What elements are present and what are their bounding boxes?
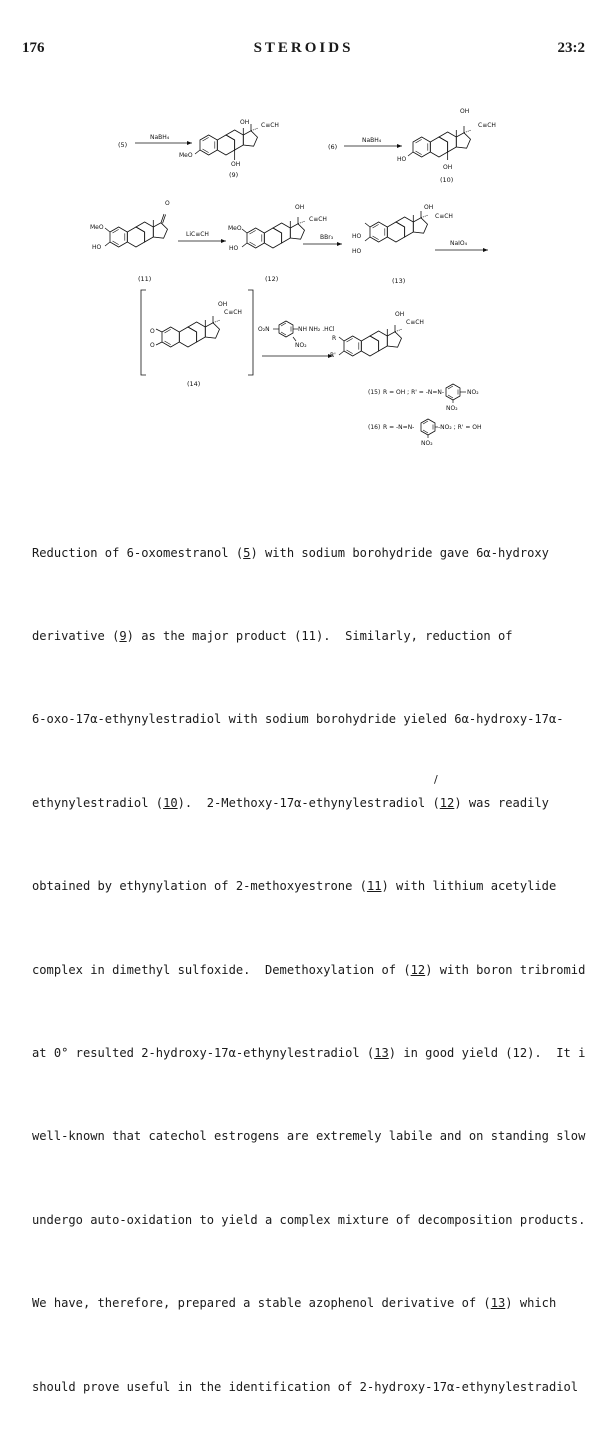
c14-o-2: O: [150, 328, 155, 335]
c9-oh-6: OH: [231, 161, 241, 168]
body-line: complex in dimethyl sulfoxide. Demethoxylation of (12) with boron tribromid: [32, 962, 586, 977]
c11-ketone-o: O: [165, 200, 170, 207]
legend-16-no2-ortho: NO₂: [421, 440, 433, 447]
c12-oh-17: OH: [295, 204, 305, 211]
reagent-bbr3: BBr₃: [320, 234, 334, 241]
compound-label-10: (10): [440, 176, 454, 184]
c13-ethynyl: C≡CH: [435, 213, 453, 220]
compound-ref: 12: [439, 795, 455, 810]
legend-15-phenyl: [446, 384, 460, 400]
body-line: ethynylestradiol (10). 2-Methoxy-17α-ethynylestradiol (12) was readily: [32, 795, 549, 810]
legend-16-phenyl: [421, 419, 435, 435]
c11-ho: HO: [92, 244, 102, 251]
reaction-scheme: [0, 85, 605, 465]
body-line: at 0° resulted 2-hydroxy-17α-ethynylestradiol (13) in good yield (12). It i: [32, 1045, 586, 1060]
compound-ref: 10: [163, 795, 178, 810]
body-paragraph: [32, 484, 602, 1429]
compound-ref: 13: [490, 1296, 506, 1311]
legend-def-16b: -NO₂ ; R' = OH: [438, 424, 482, 431]
c14-oh-17: OH: [218, 301, 228, 308]
structure-compound-15-16: [339, 325, 402, 356]
reagent-nabh4-a: NaBH₄: [150, 134, 170, 141]
body-line: 6-oxo-17α-ethynylestradiol with sodium borohydride yieled 6α-hydroxy-17α-: [32, 712, 564, 727]
arrow-11-12-head: [221, 239, 226, 243]
c13-oh-17: OH: [424, 204, 434, 211]
body-line: We have, therefore, prepared a stable azophenol derivative of (13) which: [32, 1296, 557, 1311]
issue-number: 23:2: [557, 40, 585, 56]
arrow-6-10-head: [397, 144, 402, 148]
c14-o-3: O: [150, 342, 155, 349]
c15-oh-17: OH: [395, 311, 405, 318]
arrow-12-13-head: [337, 242, 342, 246]
c12-meo: MeO: [228, 225, 242, 232]
reagent-naio4: NaIO₄: [450, 240, 468, 247]
compound-label-13: (13): [392, 277, 406, 285]
arrow-5-9-head: [187, 141, 192, 145]
page-number: 176: [22, 40, 45, 56]
c10-ho: HO: [397, 156, 407, 163]
c12-ethynyl: C≡CH: [309, 216, 327, 223]
legend-15-no2-ortho: NO₂: [446, 405, 458, 412]
c15-r-prime: R': [330, 352, 336, 359]
c15-r: R: [332, 335, 337, 342]
page-header: [22, 40, 585, 62]
c10-ethynyl: C≡CH: [478, 122, 496, 129]
c15-ethynyl: C≡CH: [406, 319, 424, 326]
handwritten-mark: /: [434, 773, 438, 786]
c9-ethynyl: C≡CH: [261, 122, 279, 129]
compound-ref: 11: [366, 879, 382, 894]
compound-label-9: (9): [229, 171, 239, 179]
structure-compound-14: [156, 316, 220, 347]
arrow-13-14-head: [483, 248, 488, 252]
c13-ho-3: HO: [352, 248, 362, 255]
reagent-nabh4-b: NaBH₄: [362, 137, 382, 144]
body-line: well-known that catechol estrogens are extremely labile and on standing slow: [32, 1129, 586, 1144]
compound-label-12: (12): [265, 275, 279, 283]
body-line: undergo auto-oxidation to yield a complex mixture of decomposition products.: [32, 1212, 586, 1227]
body-line: obtained by ethynylation of 2-methoxyestrone (11) with lithium acetylide: [32, 879, 557, 894]
bracket-right: [248, 290, 253, 375]
c9-oh-17: OH: [240, 119, 250, 126]
hydrazine-o2n: O₂N: [258, 326, 270, 333]
c10-oh-6: OH: [443, 164, 453, 171]
compound-label-5: (5): [118, 141, 128, 149]
body-line: Reduction of 6-oxomestranol (5) with sodium borohydride gave 6α-hydroxy: [32, 545, 549, 560]
structure-compound-9: [195, 124, 258, 160]
structure-compound-11: [105, 214, 168, 247]
compound-label-14: (14): [187, 380, 201, 388]
hydrazine-phenyl: [279, 321, 293, 337]
compound-ref: 13: [374, 1045, 389, 1060]
c10-oh-17: OH: [460, 108, 470, 115]
journal-title: STEROIDS: [253, 40, 354, 56]
c11-meo: MeO: [90, 224, 104, 231]
compound-label-6: (6): [328, 143, 338, 151]
legend-label-16: (16): [368, 424, 381, 431]
legend-def-16a: R = -N=N-: [383, 424, 415, 431]
reagent-licch: LiC≡CH: [186, 231, 209, 238]
compound-ref: 12: [410, 962, 426, 977]
legend-def-15: R = OH ; R' = -N=N-: [383, 389, 445, 396]
c12-ho: HO: [229, 245, 239, 252]
c13-ho-2: HO: [352, 233, 362, 240]
compound-label-11: (11): [138, 275, 152, 283]
legend-15-no2-para: NO₂: [467, 389, 479, 396]
hydrazine-reagent: NH NH₂ .HCl: [298, 326, 335, 333]
bracket-left: [141, 290, 146, 375]
body-line: derivative (9) as the major product (11). Similarly, reduction of: [32, 628, 513, 643]
hydrazine-no2: NO₂: [295, 342, 307, 349]
structure-compound-12: [242, 217, 305, 248]
body-line: should prove useful in the identification of 2-hydroxy-17α-ethynylestradiol: [32, 1379, 579, 1394]
structure-compound-10: [408, 126, 471, 160]
c14-ethynyl: C≡CH: [224, 309, 242, 316]
c9-meo: MeO: [179, 152, 193, 159]
compound-ref: 9: [119, 628, 127, 643]
compound-ref: 5: [243, 545, 251, 560]
legend-label-15: (15): [368, 389, 381, 396]
structure-compound-13: [365, 211, 428, 242]
